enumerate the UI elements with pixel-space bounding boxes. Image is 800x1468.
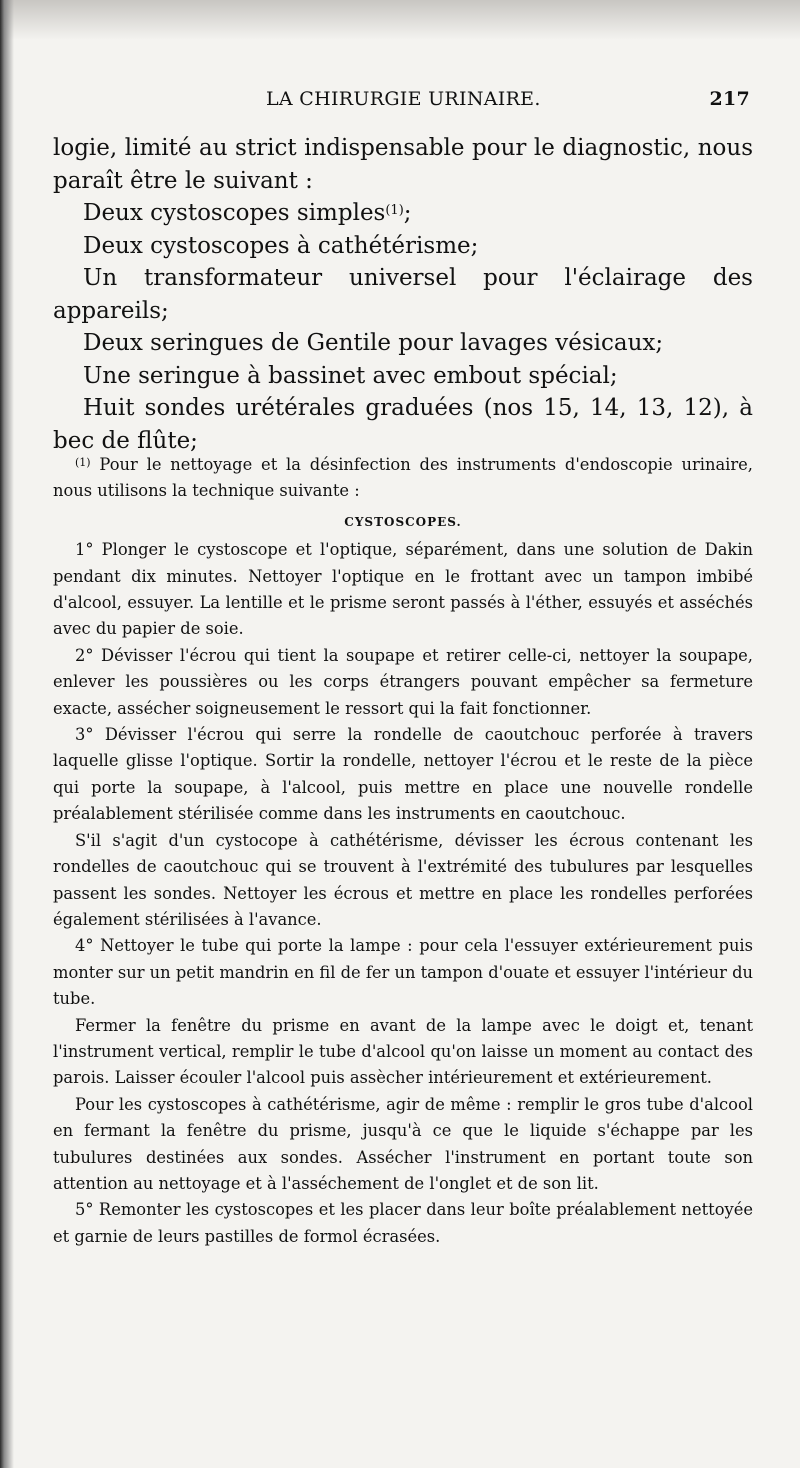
scan-edge-shadow <box>0 0 14 1468</box>
list-item: Un transformateur universel pour l'éclairage des appareils; <box>53 265 753 324</box>
footnote-paragraph: 1° Plonger le cystoscope et l'optique, séparément, dans une solution de Dakin pendant dix minutes. Nettoyer l'optique en le frottant avec un tampon imbibé d'alcool, essuyer. La lentille et le prisme seront passés à l'éther, essuyés et asséchés avec du papier de soie. <box>53 540 753 639</box>
footnote-paragraph: Fermer la fenêtre du prisme en avant de la lampe avec le doigt et, tenant l'instrument vertical, remplir le tube d'alcool qu'on laisse un moment au contact des parois. Laisser écouler l'alcool puis assècher intérieurement et extérieurement. <box>53 1015 753 1088</box>
list-item-text: Deux cystoscopes simples <box>83 200 386 226</box>
footnote-marker: (1) <box>75 456 91 469</box>
footnote-intro-text: Pour le nettoyage et la désinfection des instruments d'endoscopie urinaire, nous utilisons la technique suivante : <box>53 455 753 501</box>
footnote-intro <box>53 452 753 505</box>
running-title: LA CHIRURGIE URINAIRE. <box>266 88 541 110</box>
list-item: Huit sondes urétérales graduées (nos 15, 14, 13, 12), à bec de flûte; <box>53 395 753 454</box>
list-item <box>53 197 753 230</box>
main-text <box>53 132 753 457</box>
footnote-paragraph: 5° Remonter les cystoscopes et les placer dans leur boîte préalablement nettoyée et garnie de leurs pastilles de formol écrasées. <box>53 1200 753 1246</box>
list-item: Une seringue à bassinet avec embout spécial; <box>83 362 618 389</box>
intro-paragraph: logie, limité au strict indispensable pour le diagnostic, nous paraît être le suivant : <box>53 135 753 194</box>
footnote-block <box>53 452 753 1250</box>
list-item: Deux seringues de Gentile pour lavages vésicaux; <box>83 330 664 356</box>
footnote-paragraph: 3° Dévisser l'écrou qui serre la rondelle de caoutchouc perforée à travers laquelle glisse l'optique. Sortir la rondelle, nettoyer l'écrou et le reste de la pièce qui porte la soupape, à l'alcool, puis mettre en place une nouvelle rondelle préalablement stérilisée comme dans les instruments en caoutchouc. <box>53 725 753 824</box>
footnote-paragraph: Pour les cystoscopes à cathétérisme, agir de même : remplir le gros tube d'alcool en fermant la fenêtre du prisme, jusqu'à ce que le liquide s'échappe par les tubulures destinées aux sondes. Assécher l'instrument en portant toute son attention au nettoyage et à l'asséchement de l'onglet et de son lit. <box>53 1094 753 1193</box>
footnote-paragraph: 4° Nettoyer le tube qui porte la lampe : pour cela l'essuyer extérieurement puis monter sur un petit mandrin en fil de fer un tampon d'ouate et essuyer l'intérieur du tube. <box>53 936 753 1009</box>
page-number: 217 <box>709 88 750 110</box>
scan-top-shadow <box>0 0 800 40</box>
list-item: Deux cystoscopes à cathétérisme; <box>83 232 479 259</box>
footnote-reference: (1) <box>385 203 404 218</box>
footnote-paragraph: 2° Dévisser l'écrou qui tient la soupape et retirer celle-ci, nettoyer la soupape, enlever les poussières ou les corps étrangers pouvant empêcher sa fermeture exacte, assécher soigneusement le ressort qui la fait fonctionner. <box>53 645 753 718</box>
section-heading: CYSTOSCOPES. <box>344 514 462 529</box>
list-item-punct: ; <box>403 200 412 226</box>
footnote-paragraph: S'il s'agit d'un cystocope à cathétérisme, dévisser les écrous contenant les rondelles de caoutchouc qui se trouvent à l'extrémité des tubulures par lesquelles passent les sondes. Nettoyer les écrous et mettre en place les rondelles perforées également stérilisées à l'avance. <box>53 830 753 929</box>
